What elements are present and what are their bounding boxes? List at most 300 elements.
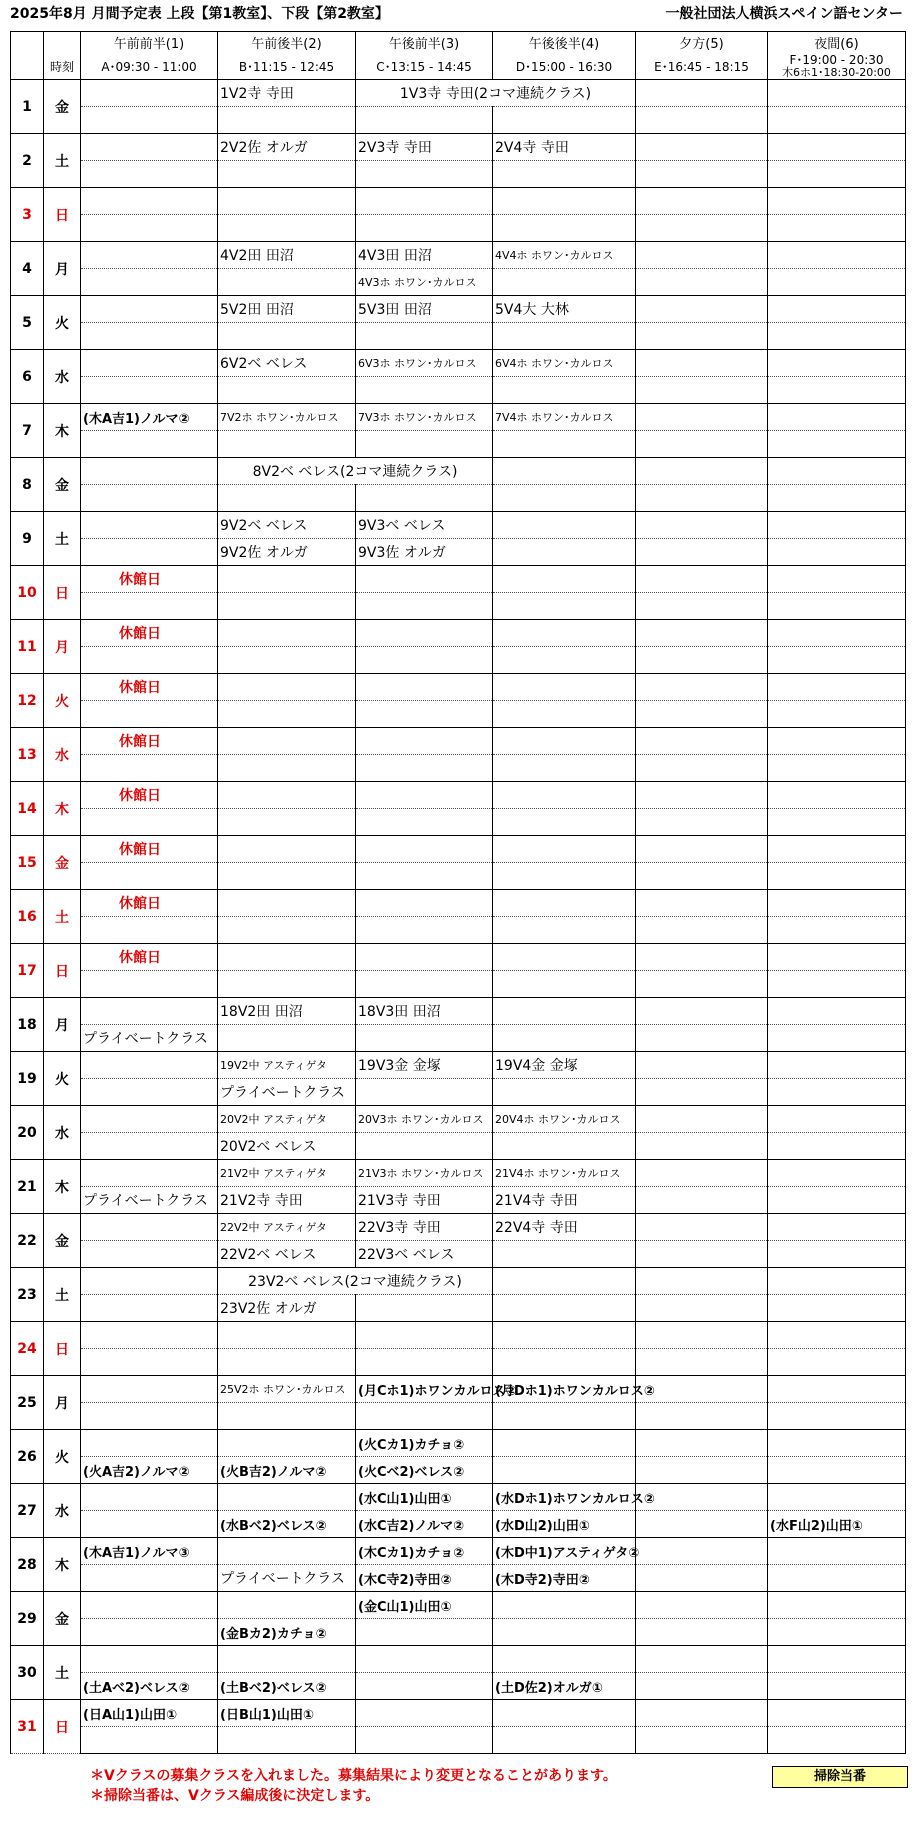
class-cell xyxy=(768,431,906,458)
closed-day-label: 休館日 xyxy=(81,890,218,917)
class-cell: 22V4寺 寺田 xyxy=(493,1214,636,1241)
class-cell xyxy=(636,674,768,701)
class-cell xyxy=(218,647,356,674)
class-cell xyxy=(768,566,906,593)
class-cell xyxy=(636,134,768,161)
day-row-bottom xyxy=(11,377,906,404)
day-row-bottom xyxy=(11,485,906,512)
class-cell xyxy=(493,1079,636,1106)
class-cell xyxy=(636,1187,768,1214)
class-cell xyxy=(768,809,906,836)
class-cell xyxy=(81,1322,218,1349)
class-cell xyxy=(636,1052,768,1079)
class-cell xyxy=(493,647,636,674)
class-cell: 5V3田 田沼 xyxy=(356,296,493,323)
class-cell xyxy=(636,1025,768,1052)
class-cell xyxy=(636,863,768,890)
class-cell: (木Cカ1)カチョ② xyxy=(356,1538,493,1565)
class-cell xyxy=(218,1727,356,1754)
day-of-week: 日 xyxy=(44,1700,81,1754)
class-cell xyxy=(636,1538,768,1565)
class-cell: (木A吉1)ノルマ② xyxy=(81,404,218,431)
class-cell xyxy=(493,485,636,512)
class-cell xyxy=(493,782,636,809)
class-cell xyxy=(636,1673,768,1700)
day-of-week: 水 xyxy=(44,1484,81,1538)
class-cell xyxy=(493,1403,636,1430)
class-cell xyxy=(636,566,768,593)
class-cell xyxy=(493,674,636,701)
slot-name-2: 午前後半(2) xyxy=(218,32,356,54)
class-cell xyxy=(768,647,906,674)
class-cell xyxy=(356,1727,493,1754)
day-row-bottom xyxy=(11,863,906,890)
day-number: 22 xyxy=(11,1214,44,1268)
class-cell xyxy=(218,377,356,404)
class-cell xyxy=(356,107,493,134)
page-title: 2025年8月 月間予定表 上段【第1教室】、下段【第2教室】 xyxy=(10,6,389,22)
class-cell xyxy=(636,1700,768,1727)
class-cell: 23V2佐 オルガ xyxy=(218,1295,356,1322)
class-cell xyxy=(493,917,636,944)
class-cell xyxy=(218,971,356,998)
class-cell xyxy=(493,323,636,350)
class-cell xyxy=(768,539,906,566)
day-number: 4 xyxy=(11,242,44,296)
class-cell xyxy=(493,1700,636,1727)
day-of-week: 火 xyxy=(44,296,81,350)
day-row-top xyxy=(11,890,906,917)
class-cell: 4V3ホ ホワン･カルロス xyxy=(356,269,493,296)
class-cell xyxy=(493,863,636,890)
class-cell xyxy=(218,269,356,296)
class-cell: (木D寺2)寺田② xyxy=(493,1565,636,1592)
class-cell xyxy=(493,431,636,458)
class-cell xyxy=(493,1727,636,1754)
class-cell xyxy=(81,593,218,620)
class-cell xyxy=(356,809,493,836)
day-number: 25 xyxy=(11,1376,44,1430)
class-cell: プライベートクラス xyxy=(218,1079,356,1106)
class-cell xyxy=(218,188,356,215)
slot-time-6-thursday: 木6ホ1･18:30-20:00 xyxy=(782,66,891,79)
class-cell xyxy=(768,107,906,134)
day-of-week: 月 xyxy=(44,242,81,296)
class-cell xyxy=(356,917,493,944)
class-cell xyxy=(768,296,906,323)
day-row-bottom xyxy=(11,1673,906,1700)
class-cell xyxy=(768,215,906,242)
class-cell: 22V2中 アスティゲタ xyxy=(218,1214,356,1241)
class-cell xyxy=(493,944,636,971)
class-cell xyxy=(768,1133,906,1160)
day-row-bottom xyxy=(11,431,906,458)
class-cell xyxy=(218,701,356,728)
class-cell: 22V3ベ ベレス xyxy=(356,1241,493,1268)
class-cell xyxy=(493,269,636,296)
class-cell: 20V4ホ ホワン･カルロス xyxy=(493,1106,636,1133)
day-row-bottom xyxy=(11,1187,906,1214)
day-of-week: 木 xyxy=(44,1160,81,1214)
class-cell xyxy=(768,485,906,512)
class-cell xyxy=(218,431,356,458)
class-cell: 21V4ホ ホワン･カルロス xyxy=(493,1160,636,1187)
day-row-top xyxy=(11,836,906,863)
day-of-week: 日 xyxy=(44,944,81,998)
class-cell: 22V2ベ ベレス xyxy=(218,1241,356,1268)
day-row-top xyxy=(11,782,906,809)
class-cell xyxy=(768,1619,906,1646)
class-cell: 1V3寺 寺田(2コマ連続クラス) xyxy=(356,80,636,107)
class-cell xyxy=(356,1349,493,1376)
class-cell xyxy=(636,107,768,134)
class-cell xyxy=(81,296,218,323)
class-cell xyxy=(636,242,768,269)
day-row-bottom xyxy=(11,971,906,998)
class-cell xyxy=(768,755,906,782)
class-cell xyxy=(218,809,356,836)
class-cell xyxy=(81,1133,218,1160)
class-cell xyxy=(81,701,218,728)
class-cell xyxy=(493,620,636,647)
day-row-bottom xyxy=(11,647,906,674)
class-cell xyxy=(218,755,356,782)
class-cell xyxy=(81,323,218,350)
class-cell xyxy=(81,755,218,782)
class-cell: 20V2ベ ベレス xyxy=(218,1133,356,1160)
class-cell xyxy=(493,1592,636,1619)
day-of-week: 金 xyxy=(44,836,81,890)
class-cell xyxy=(218,836,356,863)
class-cell xyxy=(356,1700,493,1727)
day-row-bottom xyxy=(11,1403,906,1430)
day-row-top xyxy=(11,350,906,377)
class-cell: 19V2中 アスティゲタ xyxy=(218,1052,356,1079)
class-cell xyxy=(218,863,356,890)
class-cell xyxy=(81,242,218,269)
class-cell xyxy=(81,1295,218,1322)
class-cell xyxy=(218,485,356,512)
class-cell xyxy=(768,782,906,809)
class-cell xyxy=(81,512,218,539)
class-cell xyxy=(493,215,636,242)
day-row-top xyxy=(11,1052,906,1079)
day-row-bottom xyxy=(11,1295,906,1322)
class-cell: 19V3金 金塚 xyxy=(356,1052,493,1079)
day-row-top xyxy=(11,404,906,431)
slot-time-6-main: F･19:00 - 20:30 xyxy=(789,53,884,67)
class-cell xyxy=(493,1430,636,1457)
day-row-bottom xyxy=(11,809,906,836)
day-number: 23 xyxy=(11,1268,44,1322)
class-cell xyxy=(493,701,636,728)
day-number: 3 xyxy=(11,188,44,242)
day-number: 9 xyxy=(11,512,44,566)
class-cell xyxy=(493,1322,636,1349)
day-number: 29 xyxy=(11,1592,44,1646)
day-of-week: 水 xyxy=(44,728,81,782)
day-row-bottom xyxy=(11,1565,906,1592)
class-cell xyxy=(493,755,636,782)
class-cell xyxy=(636,1403,768,1430)
class-cell xyxy=(218,566,356,593)
day-number: 17 xyxy=(11,944,44,998)
class-cell xyxy=(356,863,493,890)
class-cell: 4V4ホ ホワン･カルロス xyxy=(493,242,636,269)
class-cell xyxy=(81,1241,218,1268)
class-cell xyxy=(768,1403,906,1430)
class-cell xyxy=(81,134,218,161)
class-cell xyxy=(81,1160,218,1187)
day-row-top xyxy=(11,1646,906,1673)
class-cell xyxy=(81,1268,218,1295)
class-cell xyxy=(636,1619,768,1646)
class-cell xyxy=(81,431,218,458)
class-cell xyxy=(218,674,356,701)
class-cell xyxy=(768,1484,906,1511)
class-cell: (土Aベ2)ベレス② xyxy=(81,1673,218,1700)
day-row-bottom xyxy=(11,107,906,134)
class-cell xyxy=(493,1133,636,1160)
day-number: 6 xyxy=(11,350,44,404)
day-number: 19 xyxy=(11,1052,44,1106)
class-cell xyxy=(636,215,768,242)
class-cell xyxy=(356,647,493,674)
class-cell xyxy=(768,80,906,107)
class-cell xyxy=(493,161,636,188)
class-cell xyxy=(493,1268,636,1295)
day-number: 2 xyxy=(11,134,44,188)
class-cell xyxy=(356,782,493,809)
class-cell xyxy=(81,1403,218,1430)
class-cell xyxy=(493,1241,636,1268)
class-cell: 7V4ホ ホワン･カルロス xyxy=(493,404,636,431)
class-cell: 20V3ホ ホワン･カルロス xyxy=(356,1106,493,1133)
class-cell xyxy=(636,755,768,782)
class-cell xyxy=(768,1538,906,1565)
class-cell xyxy=(81,80,218,107)
class-cell xyxy=(356,1619,493,1646)
class-cell xyxy=(768,1430,906,1457)
day-of-week: 土 xyxy=(44,512,81,566)
corner-cell xyxy=(44,32,81,54)
class-cell xyxy=(636,161,768,188)
class-cell: 5V4大 大林 xyxy=(493,296,636,323)
class-cell xyxy=(493,998,636,1025)
class-cell xyxy=(81,647,218,674)
class-cell xyxy=(356,701,493,728)
class-cell xyxy=(636,539,768,566)
class-cell xyxy=(356,431,493,458)
day-row-bottom xyxy=(11,1241,906,1268)
class-cell xyxy=(768,836,906,863)
class-cell xyxy=(636,1646,768,1673)
class-cell: 18V2田 田沼 xyxy=(218,998,356,1025)
slot-time-6 xyxy=(768,53,906,80)
class-cell xyxy=(768,323,906,350)
class-cell xyxy=(768,242,906,269)
class-cell xyxy=(493,1646,636,1673)
class-cell xyxy=(493,593,636,620)
slot-time-1: A･09:30 - 11:00 xyxy=(81,53,218,80)
slot-name-1: 午前前半(1) xyxy=(81,32,218,54)
day-row-top xyxy=(11,1376,906,1403)
class-cell xyxy=(493,809,636,836)
class-cell: 7V3ホ ホワン･カルロス xyxy=(356,404,493,431)
class-cell xyxy=(636,593,768,620)
day-row-top xyxy=(11,1700,906,1727)
day-row-bottom xyxy=(11,1727,906,1754)
class-cell xyxy=(636,1592,768,1619)
class-cell xyxy=(81,1511,218,1538)
class-cell xyxy=(218,890,356,917)
class-cell xyxy=(768,1160,906,1187)
class-cell xyxy=(493,512,636,539)
class-cell xyxy=(356,971,493,998)
class-cell xyxy=(81,809,218,836)
class-cell: 21V2中 アスティゲタ xyxy=(218,1160,356,1187)
day-row-top xyxy=(11,1268,906,1295)
class-cell: 5V2田 田沼 xyxy=(218,296,356,323)
class-cell xyxy=(768,1079,906,1106)
slot-name-3: 午後前半(3) xyxy=(356,32,493,54)
class-cell xyxy=(636,1322,768,1349)
class-cell xyxy=(356,836,493,863)
class-cell xyxy=(768,1646,906,1673)
class-cell xyxy=(636,809,768,836)
class-cell xyxy=(768,971,906,998)
day-row-top xyxy=(11,944,906,971)
class-cell: 1V2寺 寺田 xyxy=(218,80,356,107)
day-row-top xyxy=(11,458,906,485)
day-of-week: 土 xyxy=(44,890,81,944)
class-cell xyxy=(356,215,493,242)
class-cell: プライベートクラス xyxy=(218,1565,356,1592)
class-cell xyxy=(768,1457,906,1484)
class-cell xyxy=(768,269,906,296)
class-cell xyxy=(493,188,636,215)
header-row-slot-names xyxy=(11,32,906,54)
class-cell xyxy=(768,1727,906,1754)
class-cell xyxy=(218,1538,356,1565)
day-row-bottom xyxy=(11,215,906,242)
class-cell xyxy=(636,890,768,917)
closed-day-label: 休館日 xyxy=(81,944,218,971)
class-cell xyxy=(81,998,218,1025)
day-row-top xyxy=(11,1430,906,1457)
class-cell: 4V3田 田沼 xyxy=(356,242,493,269)
day-of-week: 日 xyxy=(44,188,81,242)
day-row-top xyxy=(11,674,906,701)
class-cell xyxy=(636,971,768,998)
cleaning-duty-label: 掃除当番 xyxy=(772,1766,908,1788)
class-cell xyxy=(636,512,768,539)
class-cell xyxy=(81,1484,218,1511)
class-cell xyxy=(81,1376,218,1403)
class-cell xyxy=(356,944,493,971)
class-cell xyxy=(493,1457,636,1484)
class-cell xyxy=(218,161,356,188)
day-row-bottom xyxy=(11,269,906,296)
class-cell xyxy=(768,134,906,161)
class-cell: 9V3ベ ベレス xyxy=(356,512,493,539)
class-cell xyxy=(218,1349,356,1376)
day-row-top xyxy=(11,566,906,593)
class-cell xyxy=(636,296,768,323)
day-row-top xyxy=(11,188,906,215)
class-cell xyxy=(81,188,218,215)
class-cell xyxy=(493,377,636,404)
class-cell xyxy=(81,1565,218,1592)
class-cell xyxy=(636,1484,768,1511)
class-cell: 18V3田 田沼 xyxy=(356,998,493,1025)
class-cell xyxy=(636,1727,768,1754)
corner-cell xyxy=(11,53,44,80)
class-cell: (土D佐2)オルガ① xyxy=(493,1673,636,1700)
closed-day-label: 休館日 xyxy=(81,836,218,863)
class-cell: (日B山1)山田① xyxy=(218,1700,356,1727)
class-cell xyxy=(218,1592,356,1619)
class-cell xyxy=(218,917,356,944)
class-cell xyxy=(81,1592,218,1619)
class-cell: (水F山2)山田① xyxy=(768,1511,906,1538)
class-cell xyxy=(636,944,768,971)
organization-name: 一般社団法人横浜スペイン語センター xyxy=(665,6,903,22)
class-cell xyxy=(636,1241,768,1268)
class-cell xyxy=(81,863,218,890)
class-cell xyxy=(636,782,768,809)
class-cell xyxy=(768,188,906,215)
class-cell xyxy=(636,1511,768,1538)
day-row-top xyxy=(11,242,906,269)
class-cell: 9V3佐 オルガ xyxy=(356,539,493,566)
day-row-bottom xyxy=(11,1457,906,1484)
class-cell xyxy=(768,917,906,944)
class-cell xyxy=(768,1565,906,1592)
class-cell xyxy=(81,1079,218,1106)
class-cell xyxy=(636,404,768,431)
day-row-bottom xyxy=(11,755,906,782)
class-cell: 4V2田 田沼 xyxy=(218,242,356,269)
time-label: 時刻 xyxy=(44,53,81,80)
day-of-week: 水 xyxy=(44,1106,81,1160)
closed-day-label: 休館日 xyxy=(81,728,218,755)
class-cell: (水Dホ1)ホワンカルロス② xyxy=(493,1484,636,1511)
class-cell xyxy=(636,1214,768,1241)
day-of-week: 月 xyxy=(44,620,81,674)
day-row-top xyxy=(11,1160,906,1187)
class-cell xyxy=(356,593,493,620)
class-cell xyxy=(356,566,493,593)
class-cell xyxy=(218,323,356,350)
day-number: 16 xyxy=(11,890,44,944)
class-cell xyxy=(81,1106,218,1133)
class-cell xyxy=(636,836,768,863)
day-row-top xyxy=(11,998,906,1025)
class-cell: (月Cホ1)ホワンカルロス② xyxy=(356,1376,493,1403)
class-cell xyxy=(636,1106,768,1133)
class-cell: (水D山2)山田① xyxy=(493,1511,636,1538)
class-cell xyxy=(768,701,906,728)
class-cell xyxy=(81,1349,218,1376)
class-cell xyxy=(218,944,356,971)
day-row-top xyxy=(11,1484,906,1511)
class-cell: 7V2ホ ホワン･カルロス xyxy=(218,404,356,431)
class-cell xyxy=(218,107,356,134)
day-of-week: 火 xyxy=(44,674,81,728)
closed-day-label: 休館日 xyxy=(81,782,218,809)
class-cell xyxy=(493,458,636,485)
